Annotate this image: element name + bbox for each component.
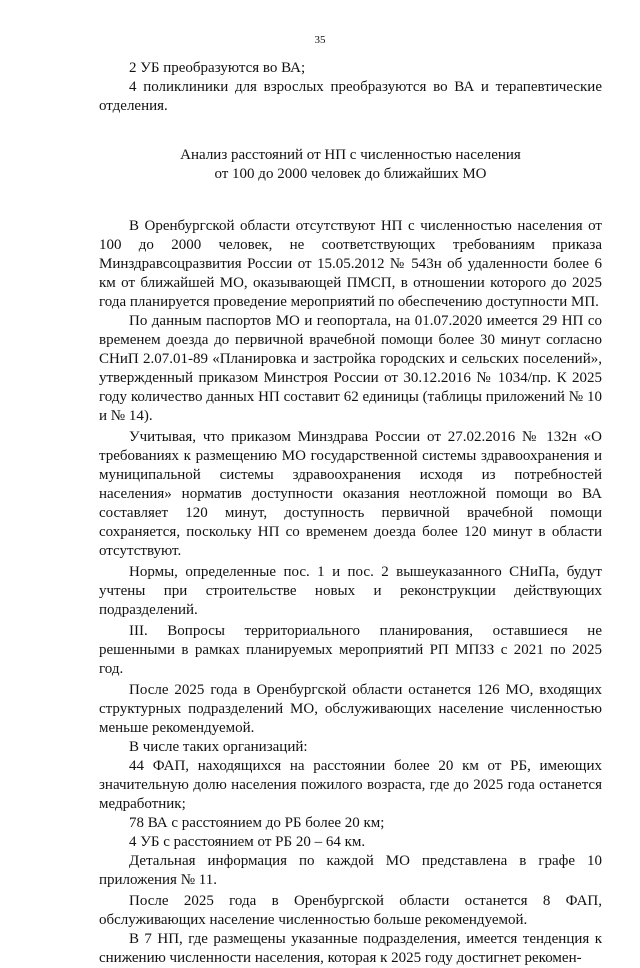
heading-line-2: от 100 до 2000 человек до ближайших МО (214, 166, 487, 182)
paragraph-7: В числе таких организаций: (129, 739, 308, 755)
paragraph-13: В 7 НП, где размещены указанные подразделения, имеется тенденция к снижению численности населения, которая к 2025 году достигнет рекомен- (99, 931, 602, 966)
intro-line-2: 4 поликлиники для взрослых преобразуются во ВА и терапевтические отделения. (99, 79, 602, 114)
document-body (99, 59, 602, 968)
paragraph-4: Нормы, определенные пос. 1 и пос. 2 вышеуказанного СНиПа, будут учтены при строительстве новых и реконструкции действующих подразделений. (99, 564, 602, 618)
paragraph-3: Учитывая, что приказом Минздрава России от 27.02.2016 № 132н «О требованиях к размещению МО государственной системы здравоохранения и муниципальной системы здравоохранения исходя из потребностей населения» норматив доступности оказания неотложной помощи во ВА составляет 120 минут, доступность первичной врачебной помощи сохраняется, поскольку НП со временем доезда более 120 минут в области отсутствуют. (99, 429, 602, 559)
paragraph-10: 4 УБ с расстоянием от РБ 20 – 64 км. (129, 834, 366, 850)
paragraph-9: 78 ВА с расстоянием до РБ более 20 км; (129, 815, 385, 831)
heading-line-1: Анализ расстояний от НП с численностью населения (180, 147, 521, 163)
page-number: 35 (314, 34, 326, 46)
paragraph-5: III. Вопросы территориального планирования, оставшиеся не решенными в рамках планируемых мероприятий РП МПЗЗ с 2021 по 2025 год. (99, 623, 602, 677)
paragraph-6: После 2025 года в Оренбургской области останется 126 МО, входящих структурных подразделений МО, обслуживающих население численностью меньше рекомендуемой. (99, 682, 602, 736)
paragraph-11: Детальная информация по каждой МО представлена в графе 10 приложения № 11. (99, 853, 602, 888)
paragraph-1: В Оренбургской области отсутствуют НП с численностью населения от 100 до 2000 человек, не соответствующих требованиям приказа Минздравсоцразвития России от 15.05.2012 № 543н об удаленности более 6 км от ближайшей МО, оказывающей ПМСП, в отношении которого до 2025 года планируется проведение мероприятий по обеспечению доступности МП. (99, 218, 602, 310)
paragraph-2: По данным паспортов МО и геопортала, на 01.07.2020 имеется 29 НП со временем доезда до первичной врачебной помощи более 30 минут согласно СНиП 2.07.01-89 «Планировка и застройка городских и сельских поселений», утвержденный приказом Минстроя России от 30.12.2016 № 1034/пр. К 2025 году количество данных НП составит 62 единицы (таблицы приложений № 10 и № 14). (99, 313, 602, 424)
section-heading (99, 146, 602, 184)
intro-line-1: 2 УБ преобразуются во ВА; (129, 60, 306, 76)
paragraph-12: После 2025 года в Оренбургской области останется 8 ФАП, обслуживающих население численностью больше рекомендуемой. (99, 893, 602, 928)
paragraph-8: 44 ФАП, находящихся на расстоянии более 20 км от РБ, имеющих значительную долю населения пожилого возраста, где до 2025 года останется медработник; (99, 758, 602, 812)
